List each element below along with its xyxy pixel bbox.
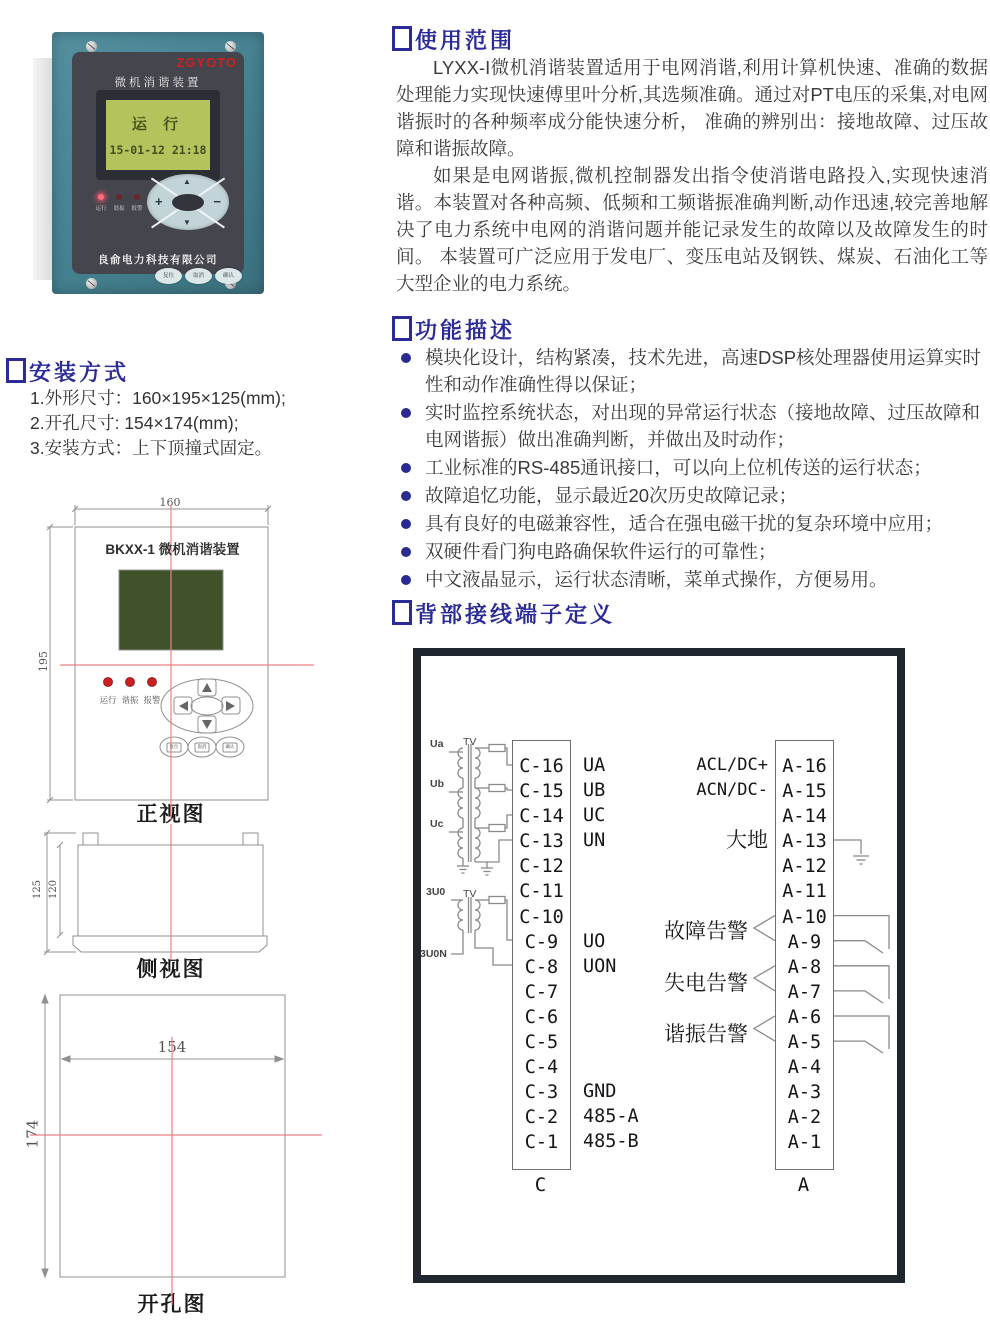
feature-item: 具有良好的电磁兼容性，适合在强电磁干扰的复杂环境中应用； (398, 510, 988, 537)
side-dim-outer: 125 (32, 879, 44, 900)
terminal-id: A-5 (787, 1032, 822, 1054)
terminal-id: A-8 (787, 956, 822, 978)
signal-label: 485-B (583, 1131, 639, 1153)
signal-label: UB (583, 780, 606, 802)
device-photo (25, 18, 310, 303)
signal-label: UO (583, 930, 606, 952)
section-usage-title (392, 24, 515, 55)
keypad (147, 174, 229, 230)
up-key: ▲ (183, 177, 191, 186)
usage-paragraph-1: LYXX-I微机消谐装置适用于电网消谐,利用计算机快速、准确的数据处理能力实现快速傅里叶分析,其选频准确。通过对PT电压的采集,对电网谐振时的各种频率成分能快速分析， 准确的辨别出：接地故障、过压故障和谐振故障。 (396, 57, 988, 159)
terminal-id: C-8 (524, 956, 559, 978)
install-item: 1.外形尺寸：160×195×125(mm); (30, 388, 286, 408)
feature-item: 实时监控系统状态，对出现的异常运行状态（接地故障、过压故障和电网谐振）做出准确判断，并做出及时动作； (398, 399, 988, 453)
terminal-id: C-12 (519, 856, 564, 878)
zero-seq-label: 3U0 (426, 886, 446, 898)
a-row-label (598, 1054, 768, 1079)
zero-seq-n-label: 3U0N (420, 948, 447, 960)
terminal-id: C-9 (524, 931, 559, 953)
down-key: ▼ (183, 218, 191, 227)
signal-label: UON (583, 955, 617, 977)
phase-b-label: Ub (430, 778, 444, 790)
front-dim-height: 195 (37, 651, 50, 672)
screw-icon (225, 41, 236, 52)
features-title-text: 功能描述 (415, 318, 516, 343)
fault-alarm-label: 故障告警 (664, 920, 748, 943)
a-row-label (598, 853, 768, 878)
signal-label: UC (583, 805, 606, 827)
keypad-center (172, 194, 204, 211)
device-title: 微机消谐装置 (114, 77, 202, 89)
lcd-datetime: 15-01-12 21:18 (109, 143, 207, 157)
terminal-id: C-2 (524, 1107, 559, 1129)
signal-label: UA (583, 755, 606, 776)
lcd-status-text: 运 行 (131, 116, 185, 133)
front-panel-title: BKXX-1 微机消谐装置 (105, 542, 240, 557)
terminal-id: C-4 (524, 1057, 559, 1079)
brand-logo: ZGYOTO (176, 55, 237, 70)
device-front-panel (72, 52, 244, 279)
device-bezel (52, 32, 264, 294)
harmonic-led (116, 194, 122, 200)
screw-icon (86, 41, 97, 52)
a-terminal-block (775, 740, 834, 1170)
a-row-label (598, 878, 768, 903)
front-led-label: 报警 (143, 695, 161, 705)
run-led (98, 194, 104, 200)
square-bullet-icon (6, 358, 26, 383)
feature-item: 双硬件看门狗电路确保软件运行的可靠性； (398, 538, 988, 565)
terminal-id: C-13 (519, 831, 564, 853)
reset-button: 复位 (155, 268, 182, 284)
feature-item: 工业标准的RS-485通讯接口，可以向上位机传送的运行状态； (398, 454, 988, 481)
feature-item: 中文液晶显示，运行状态清晰，菜单式操作，方便易用。 (398, 566, 988, 593)
terminal-id: C-16 (519, 756, 564, 777)
wiring-title-text: 背部接线端子定义 (415, 602, 616, 627)
tv-label: TV (463, 888, 477, 900)
square-bullet-icon (392, 26, 412, 51)
screw-icon (86, 278, 97, 289)
section-wiring-title (392, 598, 615, 629)
front-led-label: 运行 (99, 695, 117, 705)
terminal-id: A-11 (782, 881, 827, 903)
harmonic-led-label: 谐振 (113, 206, 125, 212)
install-item: 3.安装方式：上下顶撞式固定。 (30, 438, 273, 458)
signal-label: 485-A (583, 1106, 639, 1128)
front-led-label: 谐振 (121, 695, 139, 705)
run-led-label: 运行 (95, 206, 107, 212)
signal-label: UN (583, 830, 606, 852)
install-list (30, 386, 286, 461)
minus-key: − (213, 194, 221, 209)
terminal-id: C-7 (524, 981, 559, 1003)
company-name: 良俞电力科技有限公司 (98, 254, 218, 266)
terminal-id: A-13 (782, 831, 827, 853)
phase-c-label: Uc (430, 818, 444, 830)
confirm-button: 确认 (215, 268, 242, 284)
c-block-name: C (534, 1174, 547, 1196)
usage-paragraph-2: 如果是电网谐振,微机控制器发出指令使消谐电路投入,实现快速消谐。本装置对各种高频、低频和工频谐振准确判断,动作迅速,较完善地解决了电力系统中电网的消谐问题并能记录发生的故障以及故障发生的时间。 本装置可广泛应用于发电厂、变压电站及钢铁、煤炭、石油化工等大型企业的电力系统。 (396, 165, 988, 294)
a-row-label (598, 1104, 768, 1129)
terminal-id: C-1 (524, 1132, 559, 1154)
cutout-caption: 开孔图 (137, 1293, 207, 1316)
terminal-id: A-1 (787, 1132, 822, 1154)
signal-label: GND (583, 1081, 617, 1103)
feature-item: 故障追忆功能，显示最近20次历史故障记录； (398, 482, 988, 509)
cutout-drawing (20, 985, 330, 1310)
terminal-id: A-14 (782, 806, 827, 828)
a-block-name: A (797, 1174, 810, 1196)
lcd-screen (106, 100, 210, 170)
terminal-id: A-9 (787, 931, 822, 953)
terminal-id: A-10 (782, 906, 827, 928)
a-label-column (598, 740, 768, 1155)
terminal-id: C-5 (524, 1032, 559, 1054)
section-features-title (392, 314, 515, 345)
cutout-dim-width: 154 (157, 1038, 187, 1056)
a-row-label: ACL/DC+ (696, 755, 768, 775)
front-button-label: 复位 (169, 744, 179, 749)
feature-item: 模块化设计，结构紧凑，技术先进，高速DSP核处理器使用运算实时性和动作准确性得以保证； (398, 344, 988, 398)
front-button-label: 确认 (225, 744, 235, 749)
terminal-id: A-7 (787, 981, 822, 1003)
resonance-alarm-label: 谐振告警 (664, 1023, 748, 1046)
cancel-button: 取消 (185, 268, 212, 284)
install-title-text: 安装方式 (29, 360, 130, 385)
a-row-label: ACN/DC- (696, 780, 768, 801)
square-bullet-icon (392, 600, 412, 625)
install-item: 2.开孔尺寸: 154×174(mm); (30, 413, 239, 433)
plus-key: + (155, 194, 163, 209)
usage-title-text: 使用范围 (415, 28, 516, 53)
usage-body (396, 54, 988, 297)
terminal-id: C-6 (524, 1006, 559, 1028)
terminal-id: C-15 (519, 781, 564, 803)
lcd-frame (96, 90, 220, 180)
front-view-caption: 正视图 (136, 803, 206, 826)
a-row-label (598, 803, 768, 828)
terminal-id: A-6 (787, 1006, 822, 1028)
terminal-id: C-3 (524, 1082, 559, 1104)
terminal-id: C-11 (519, 881, 564, 903)
terminal-id: A-4 (787, 1057, 822, 1079)
side-dim-inner: 120 (48, 879, 60, 900)
section-install-title (6, 356, 129, 387)
terminal-id: A-15 (782, 781, 827, 803)
terminal-id: C-14 (519, 806, 564, 828)
terminal-id: A-3 (787, 1082, 822, 1104)
features-list (398, 344, 988, 594)
alarm-led (134, 194, 140, 200)
earth-label: 大地 (726, 829, 768, 853)
alarm-led-label: 报警 (131, 206, 143, 212)
terminal-id: A-16 (782, 756, 827, 777)
a-row-label (598, 1079, 768, 1104)
power-loss-alarm-label: 失电告警 (664, 972, 748, 995)
front-dim-width: 160 (159, 496, 181, 509)
side-view-caption: 侧视图 (136, 958, 206, 981)
tv-label: TV (463, 736, 477, 748)
side-view-drawing (40, 820, 320, 965)
terminal-id: C-10 (519, 906, 564, 928)
a-row-label (598, 1129, 768, 1154)
front-button-label: 取消 (197, 744, 207, 749)
terminal-id: A-2 (787, 1107, 822, 1129)
terminal-id: A-12 (782, 856, 827, 878)
phase-a-label: Ua (430, 738, 444, 750)
square-bullet-icon (392, 316, 412, 341)
c-terminal-block (512, 740, 571, 1170)
cutout-dim-height: 174 (23, 1119, 42, 1149)
